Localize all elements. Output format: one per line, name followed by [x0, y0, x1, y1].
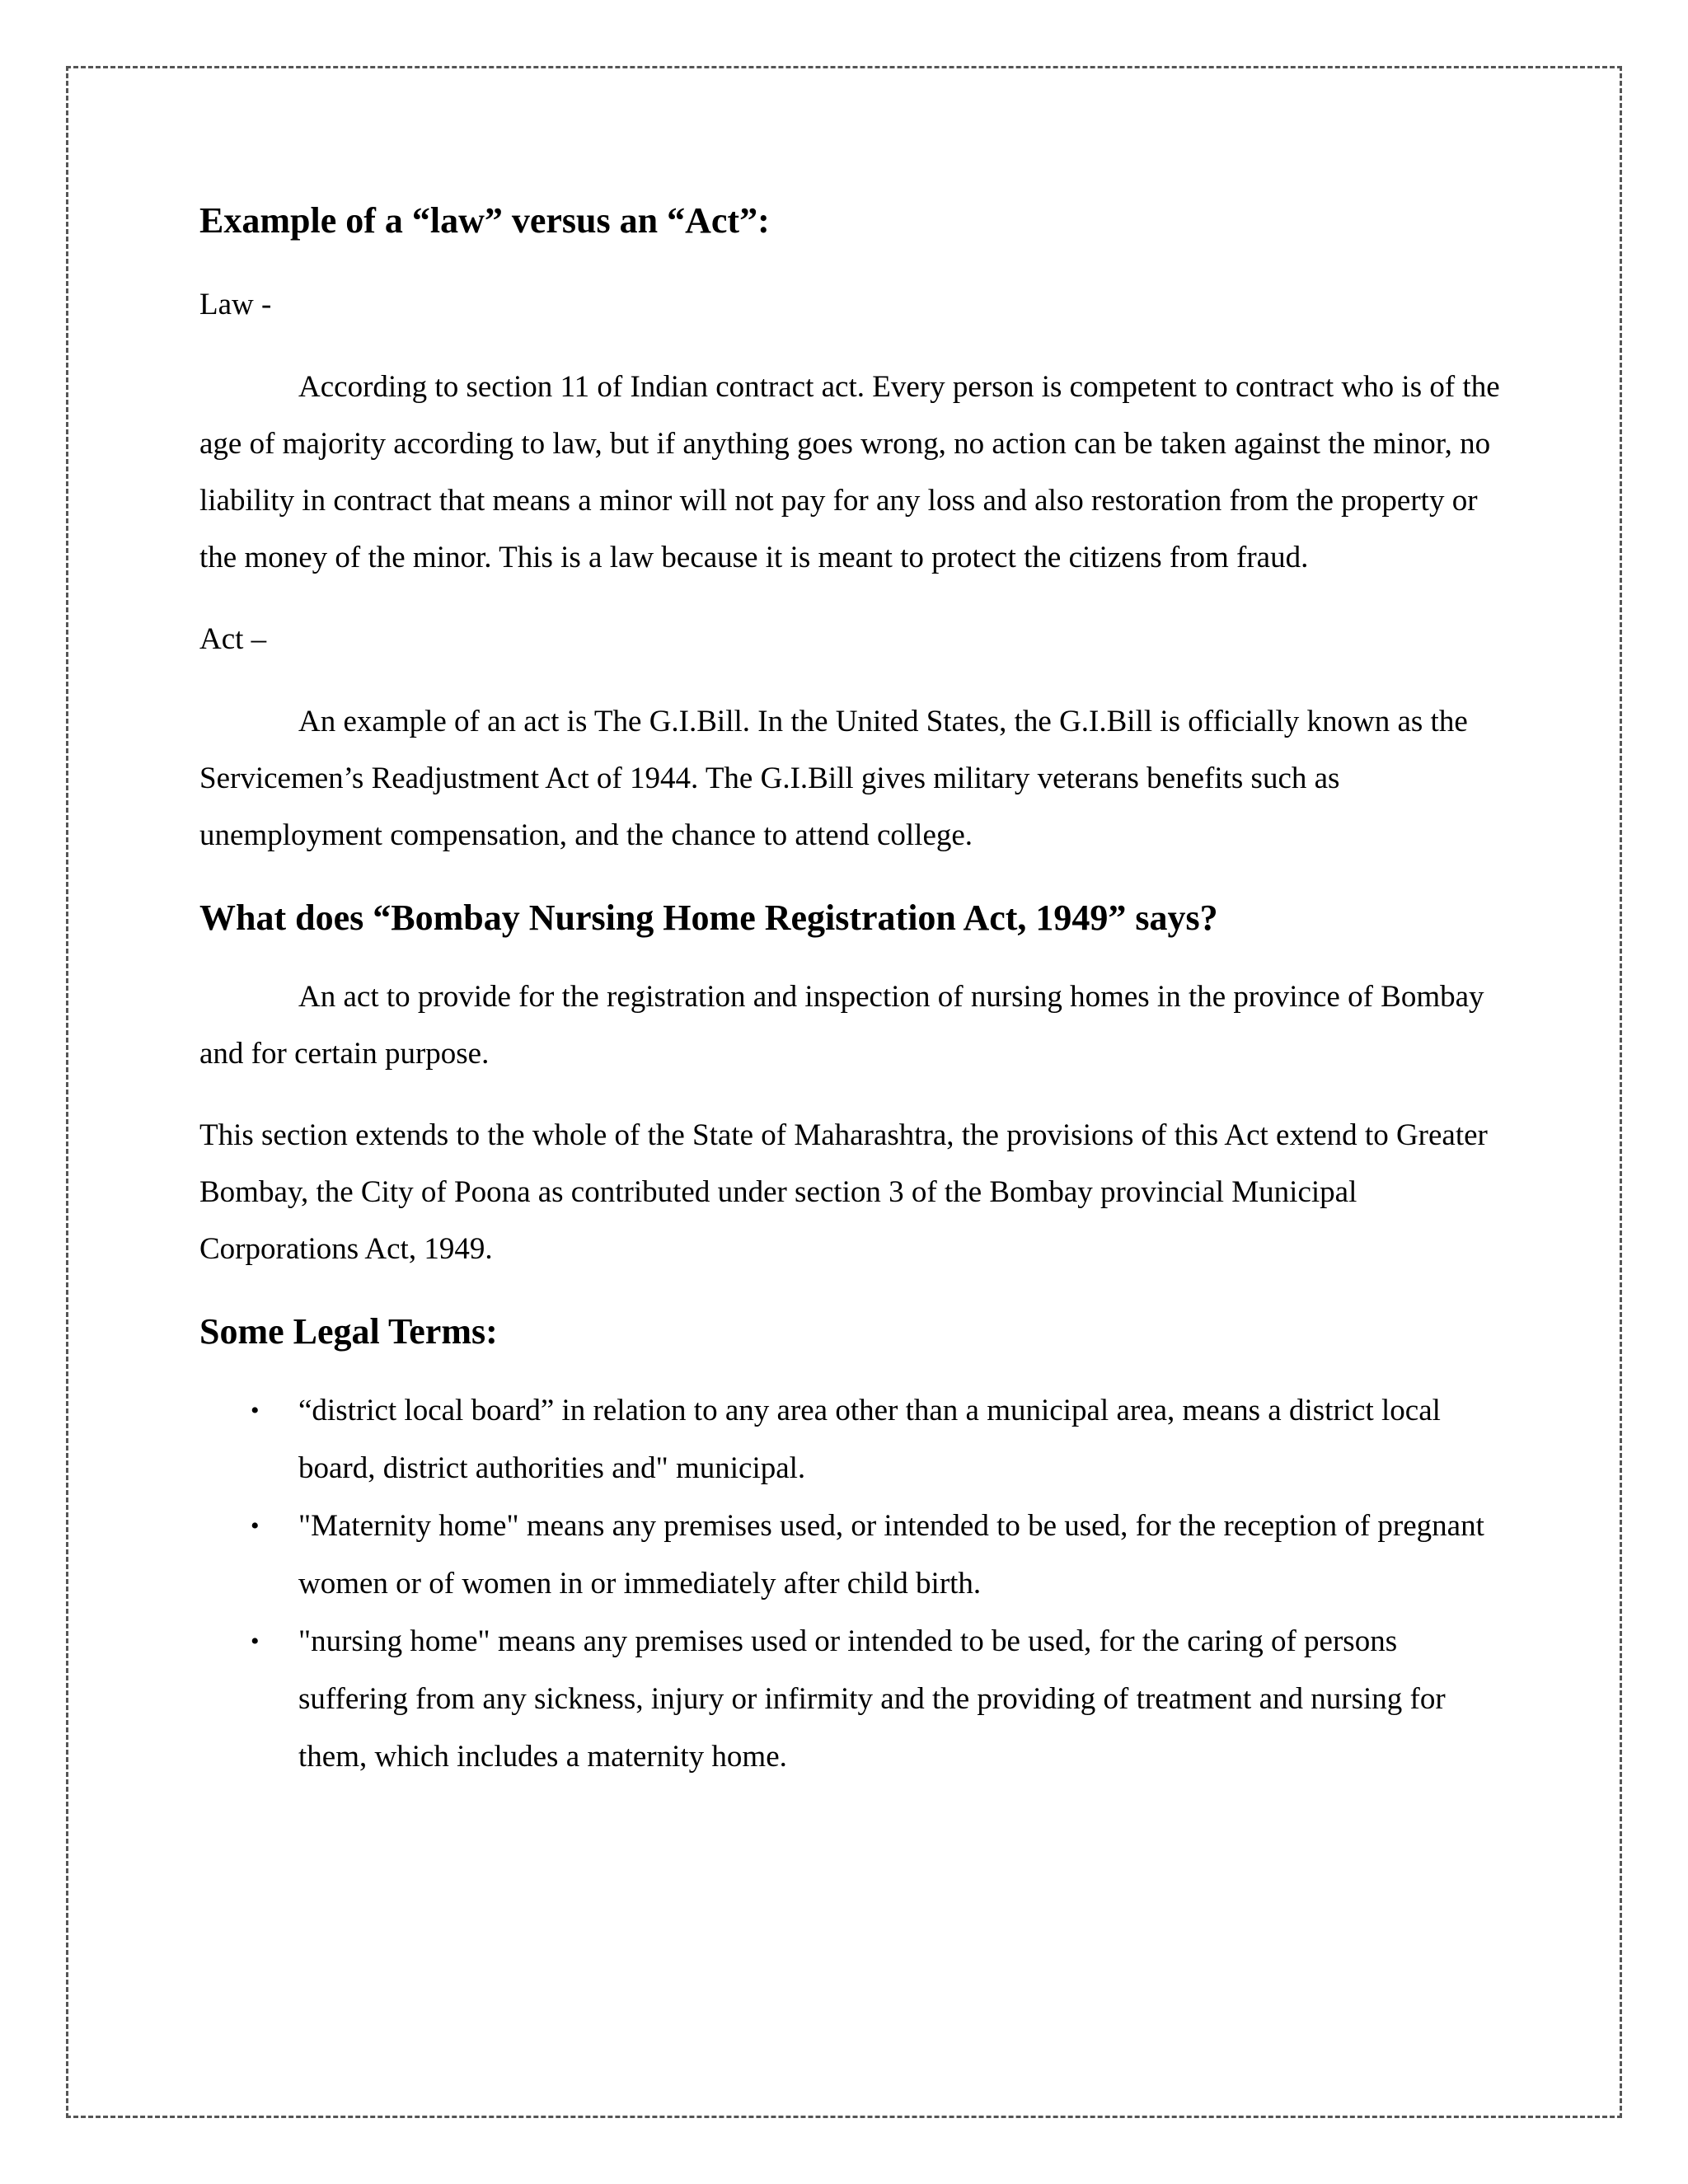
act-definition-paragraph: An act to provide for the registration and inspection of nursing homes in the province of Bombay and for certain purpose. — [199, 980, 1484, 1071]
legal-term-item — [199, 1613, 1502, 1786]
act-label: Act – — [199, 622, 267, 656]
document-body — [199, 198, 1502, 1786]
legal-terms-list — [199, 1382, 1502, 1786]
act-paragraph: An example of an act is The G.I.Bill. In the United States, the G.I.Bill is officially known as the Servicemen’s Readjustment Act of 1944. The G.I.Bill gives military veterans benefits such as unemployment compensation, and the chance to attend college. — [199, 705, 1468, 852]
legal-term-text: “district local board” in relation to any area other than a municipal area, means a district local board, district authorities and" municipal. — [298, 1394, 1441, 1485]
law-label: Law - — [199, 288, 272, 321]
legal-term-text: "nursing home" means any premises used or intended to be used, for the caring of persons suffering from any sickness, injury or infirmity and the providing of treatment and nursing for them, which includes a maternity home. — [298, 1624, 1446, 1774]
bullet-icon: • — [251, 1512, 260, 1540]
heading-law-versus-act: Example of a “law” versus an “Act”: — [199, 200, 770, 241]
law-paragraph: According to section 11 of Indian contract act. Every person is competent to contract who is of the age of majority according to law, but if anything goes wrong, no action can be taken against the minor, no liability in contract that means a minor will not pay for any loss and also restoration from the property or the money of the minor. This is a law because it is meant to protect the citizens from fraud. — [199, 370, 1500, 574]
legal-term-text: "Maternity home" means any premises used, or intended to be used, for the reception of pregnant women or of women in or immediately after child birth. — [298, 1509, 1484, 1601]
bullet-icon: • — [251, 1397, 260, 1424]
heading-legal-terms: Some Legal Terms: — [199, 1311, 498, 1352]
legal-term-item — [199, 1382, 1502, 1497]
bullet-icon: • — [251, 1628, 260, 1655]
act-extent-paragraph: This section extends to the whole of the State of Maharashtra, the provisions of this Act extend to Greater Bombay, the City of Poona as contributed under section 3 of the Bombay provincial Municipal Corporations Act, 1949. — [199, 1118, 1488, 1266]
heading-bombay-nursing-home-act: What does “Bombay Nursing Home Registration Act, 1949” says? — [199, 898, 1218, 938]
legal-term-item — [199, 1497, 1502, 1613]
